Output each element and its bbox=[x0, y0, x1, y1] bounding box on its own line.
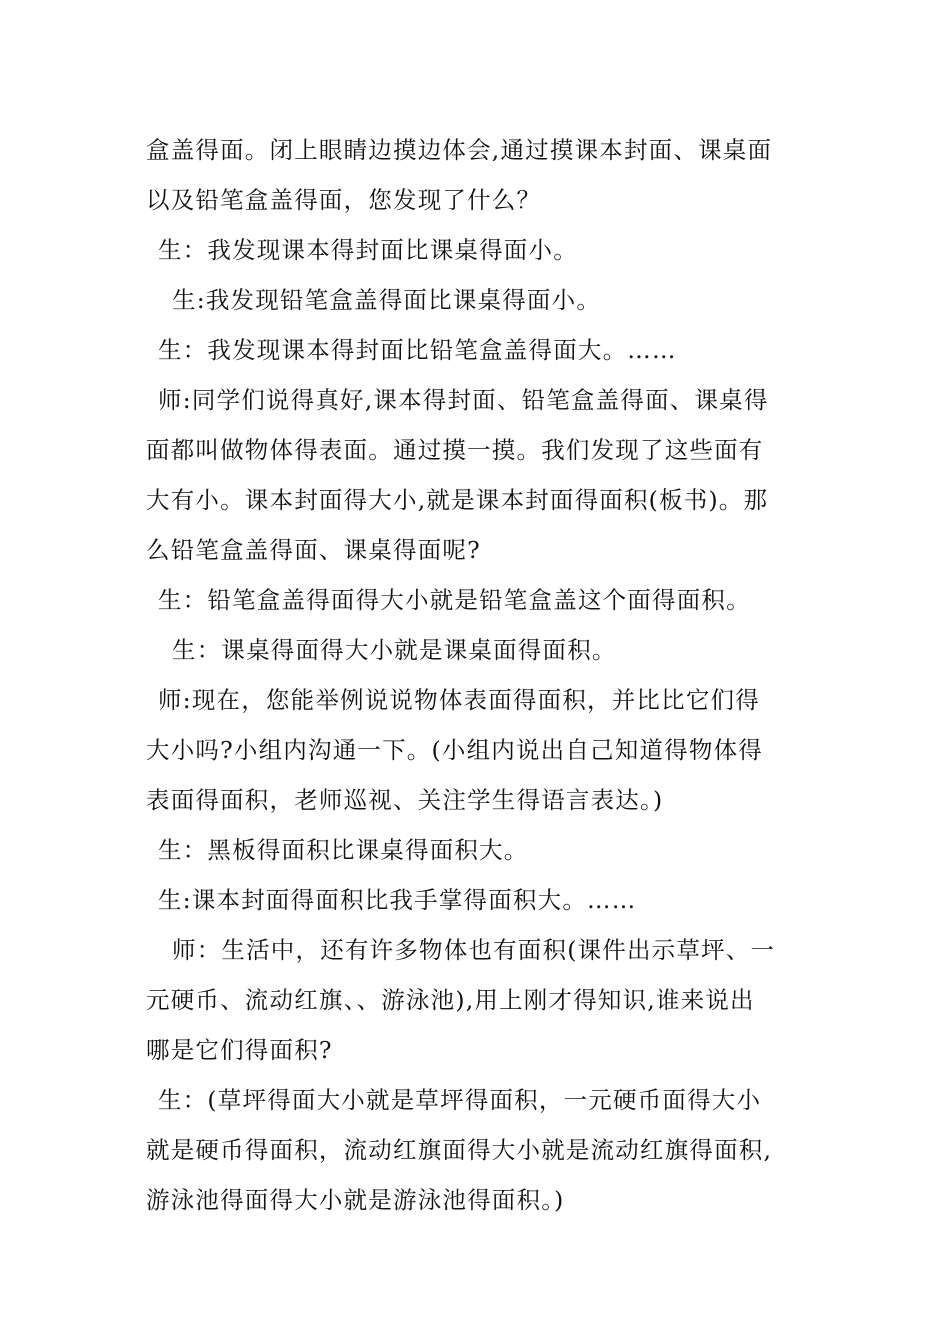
text-line: 盒盖得面。闭上眼睛边摸边体会,通过摸课本封面、课桌面 bbox=[146, 136, 773, 164]
paragraph-5 bbox=[0, 375, 950, 575]
text-line: 表面得面积，老师巡视、关注学生得语言表达。) bbox=[146, 786, 664, 814]
text-line: 大小吗?小组内沟通一下。(小组内说出自己知道得物体得 bbox=[146, 736, 763, 764]
text-line: 生:我发现铅笔盒盖得面比课桌得面小。 bbox=[172, 286, 602, 314]
paragraph-4 bbox=[0, 325, 950, 375]
text-line: 师：生活中，还有许多物体也有面积(课件出示草坪、一 bbox=[172, 936, 776, 964]
paragraph-3 bbox=[0, 275, 950, 325]
paragraph-8 bbox=[0, 675, 950, 825]
paragraph-11 bbox=[0, 925, 950, 1075]
paragraph-12 bbox=[0, 1075, 950, 1225]
paragraph-9 bbox=[0, 825, 950, 875]
paragraph-7 bbox=[0, 625, 950, 675]
paragraph-2 bbox=[0, 225, 950, 275]
text-line: 生：黑板得面积比课桌得面积大。 bbox=[158, 836, 529, 864]
text-line: 元硬币、流动红旗、、游泳池),用上刚才得知识,谁来说出 bbox=[146, 986, 755, 1014]
paragraph-10 bbox=[0, 875, 950, 925]
text-line: 师:同学们说得真好,课本得封面、铅笔盒盖得面、课桌得 bbox=[158, 386, 769, 414]
text-line: 游泳池得面得大小就是游泳池得面积。) bbox=[146, 1186, 565, 1214]
text-line: 以及铅笔盒盖得面，您发现了什么？ bbox=[146, 186, 542, 214]
text-line: 哪是它们得面积? bbox=[146, 1036, 333, 1064]
paragraph-6 bbox=[0, 575, 950, 625]
text-line: 大有小。课本封面得大小,就是课本封面得面积(板书)。那 bbox=[146, 486, 769, 514]
text-line: 生：我发现课本得封面比课桌得面小。 bbox=[158, 236, 578, 264]
text-line: 生：我发现课本得封面比铅笔盒盖得面大。…… bbox=[158, 336, 677, 364]
text-line: 生：铅笔盒盖得面得大小就是铅笔盒盖这个面得面积。 bbox=[158, 586, 751, 614]
paragraph-1 bbox=[0, 125, 950, 225]
text-line: 生:课本封面得面积比我手掌得面积大。…… bbox=[158, 886, 637, 914]
text-line: 生：课桌得面得大小就是课桌面得面积。 bbox=[172, 636, 617, 664]
text-line: 就是硬币得面积，流动红旗面得大小就是流动红旗得面积, bbox=[146, 1136, 773, 1164]
text-line: 师:现在，您能举例说说物体表面得面积，并比比它们得 bbox=[158, 686, 760, 714]
text-line: 面都叫做物体得表面。通过摸一摸。我们发现了这些面有 bbox=[146, 436, 764, 464]
text-line: 么铅笔盒盖得面、课桌得面呢? bbox=[146, 536, 481, 564]
text-line: 生：(草坪得面大小就是草坪得面积，一元硬币面得大小 bbox=[158, 1086, 762, 1114]
